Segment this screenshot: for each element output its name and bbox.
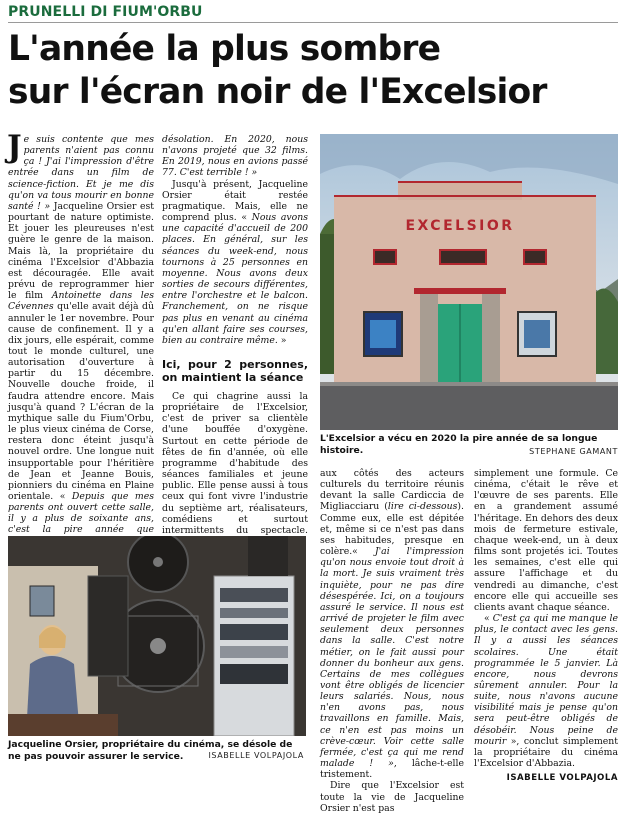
projector-photo-credit: ISABELLE VOLPAJOLA	[208, 751, 304, 760]
quote-text: C'est ça qui me manque le plus, le contact avec les gens. Il y a aussi les séances scolaires. Une était programmée le 5 janvier. Là encore, nous devrons sûrement annuler. Pour la suite, nous n'avons aucune visibilité mais je pense qu'on sera peut-être obligés de désobéir. Nous peine de mourir	[474, 613, 618, 747]
quote-text: J'ai l'impression qu'on nous envoie tout droit à la mort. Je suis vraiment très inquiète, pour ne pas dire désespérée. Ici, on a toujours assuré le service. Il nous est arrivé de projeter le film avec seulement deux personnes dans la salle. C'est notre métier, on le fait aussi pour donner du bonheur aux gens. Certains de mes collègues vont être obligés de licencier leurs salariés. Nous, nous n'en avons pas, nous travaillons en famille. Mais, ce n'en est pas moins un crève-cœur. Voir cette salle fermée, c'est ça qui me rend malade ! »	[320, 546, 464, 770]
article-column-3	[320, 468, 464, 814]
quote-text: désolation. En 2020, nous n'avons projeté que 32 films. En 2019, nous en avions passé 77. C'est terrible ! »	[162, 134, 308, 179]
article-paragraph: Ce qui chagrine aussi la propriétaire de l'Excelsior, c'est de priver sa clientèle d'une bouffée d'oxygène. Surtout en cette période de fêtes de fin d'année, où elle programme d'habitude des séances familiales et jeune public. Elle pense aussi à tous ceux qui font vivre l'industrie du septième art, réalisateurs, comédiens et surtout intermittents du spectacle.	[162, 390, 308, 536]
rubric-divider	[8, 22, 618, 23]
quote-text: Nous avons une capacité d'accueil de 200 places. En général, sur les séances du week-end, nous tournons à 25 personnes en moyenne. Nous avons deux sorties de secours différentes, entre l'orchestre et le balcon. Franchement, on ne risque pas plus en venant au cinéma qu'en allant faire ses courses, bien au contraire même.	[162, 212, 308, 346]
film-title: Antoinette dans les Cévennes	[8, 290, 154, 313]
article-paragraph	[162, 179, 308, 346]
article-paragraph: simplement une formule. Ce cinéma, c'était le rêve et l'œuvre de ses parents. Elle en a grandement assumé l'héritage. En dehors des deux mois de fermeture estivale, chaque week-end, un à deux films sont projetés ici. Toutes les semaines, c'est elle qui assure l'affichage et du vendredi au dimanche, c'est encore elle qui accueille ses clients avant chaque séance.	[474, 468, 618, 613]
quote-text: lire ci-dessous	[387, 501, 458, 513]
author-signature: ISABELLE VOLPAJOLA	[506, 773, 618, 784]
building-illustration	[320, 134, 618, 430]
excelsior-building-photo	[320, 134, 618, 430]
body-text: , lâche-t-elle tristement.	[320, 758, 464, 781]
headline-line-1: L'année la plus sombre	[8, 29, 441, 69]
headline-line-2: sur l'écran noir de l'Excelsior	[8, 72, 547, 112]
building-photo-credit: STEPHANE GAMANT	[529, 447, 618, 456]
quote-text: Depuis que mes parents ont ouvert cette salle, il y a plus de soixante ans, c'est la pire année que	[8, 491, 154, 536]
article-column-4	[474, 468, 618, 784]
section-rubric: PRUNELLI DI FIUM'ORBU	[8, 4, 203, 20]
excelsior-sign: EXCELSIOR	[405, 218, 515, 234]
body-text: qu'elle avait déjà dû annuler le 1er novembre. Pour cause de confinement. Il y a dix jours, elle espérait, comme tout le monde culturel, une autorisation d'ouverture à partir du 15 décembre. Nouvelle douche froide, il faudra attendre encore. Mais jusqu'à quand ? L'écran de la mythique salle du Fium'Orbu, le plus vieux cinéma de Corse, restera donc éteint jusqu'à nouvel ordre. Une longue nuit insupportable pour l'héritière de Jean et Jeanne Bouis, pionniers du cinéma en Plaine orientale. «	[8, 301, 154, 502]
drop-cap: J	[7, 129, 22, 165]
article-column-2	[162, 134, 308, 547]
body-text: Jusqu'à présent, Jacqueline Orsier était restée pragmatique. Mais, elle ne comprend plus. «	[162, 178, 308, 224]
quote-text: e suis contente que mes parents n'aient pas connu ça ! J'ai l'impression d'être entrée dans un film de science-fiction. Et je me dis qu'on va tous mourir en bonne santé ! »	[8, 134, 154, 212]
projector-room-photo	[8, 536, 306, 736]
body-text: Jacqueline Orsier est pourtant de nature optimiste. Et jouer les pleureuses n'est guère le genre de la maison. Mais là, la propriétaire du cinéma l'Excelsior d'Abbazia est découragée. Elle avait prévu de reprogrammer hier le film	[8, 200, 155, 302]
body-text: »	[277, 334, 287, 346]
article-paragraph: Dire que l'Excelsior est toute la vie de Jacqueline Orsier n'est pas	[320, 780, 464, 814]
article-paragraph	[320, 468, 464, 780]
body-text: aux côtés des acteurs culturels du territoire réunis devant la salle Cardiccia de Migliacciaru (	[320, 468, 464, 513]
projector-illustration	[8, 536, 306, 736]
headline	[8, 28, 620, 114]
building-photo-caption: L'Excelsior a vécu en 2020 la pire année de sa longue histoire.	[320, 433, 598, 456]
article-column-1	[7, 129, 155, 569]
article-paragraph	[474, 613, 618, 769]
body-text: », conclut simplement la propriétaire du cinéma l'Excelsior d'Abbazia.	[474, 735, 618, 770]
subheading: Ici, pour 2 personnes, on maintient la séance	[162, 357, 308, 384]
article-paragraph	[7, 129, 155, 569]
body-text: «	[484, 613, 493, 625]
projector-photo-caption: Jacqueline Orsier, propriétaire du cinéma, se désole de ne pas pouvoir assurer le service.	[8, 739, 293, 762]
body-text: ). Comme eux, elle est dépitée et, même si ce n'est pas dans ses habitudes, presque en colère.«	[320, 501, 464, 558]
article-paragraph	[162, 134, 308, 179]
